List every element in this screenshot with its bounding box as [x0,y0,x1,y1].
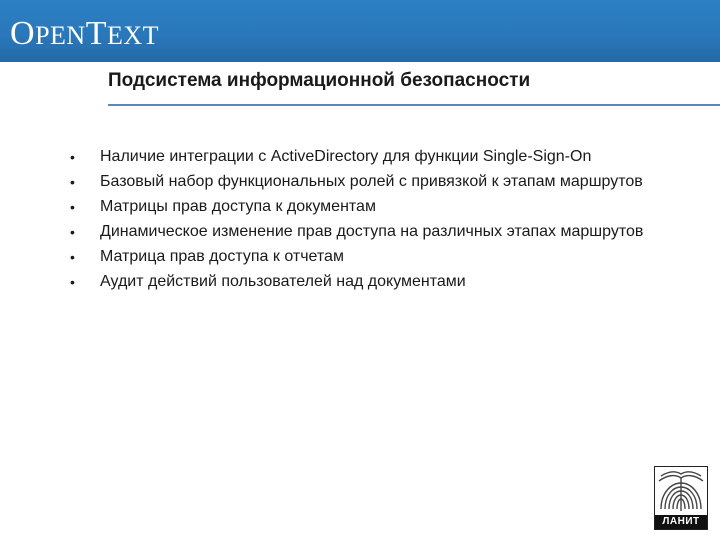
bullet-item [70,223,670,241]
slide-title: Подсистема информационной безопасности [108,70,531,91]
opentext-logo: OPENTEXT [10,15,160,52]
bullet-dot: • [70,199,75,215]
title-divider [108,104,720,106]
bullet-dot: • [70,224,75,240]
bullet-item [70,148,670,166]
lanit-logo [654,466,708,530]
lanit-emblem-icon [657,469,705,513]
bullet-text: Матрица прав доступа к отчетам [100,248,344,265]
header-bar [0,0,720,62]
bullet-dot: • [70,274,75,290]
bullet-text: Матрицы прав доступа к документам [100,198,376,215]
bullet-dot: • [70,174,75,190]
bullet-text: Базовый набор функциональных ролей с привязкой к этапам маршрутов [100,173,643,190]
bullet-text: Наличие интеграции с ActiveDirectory для функции Single-Sign-On [100,148,592,165]
bullet-item [70,273,670,291]
bullet-item [70,248,670,266]
bullet-dot: • [70,249,75,265]
lanit-label: ЛАНИТ [655,515,707,529]
bullet-text: Аудит действий пользователей над документами [100,273,466,290]
bullet-dot: • [70,149,75,165]
bullet-item [70,173,670,191]
bullet-item [70,198,670,216]
bullet-list [70,148,670,298]
bullet-text: Динамическое изменение прав доступа на различных этапах маршрутов [100,223,644,240]
